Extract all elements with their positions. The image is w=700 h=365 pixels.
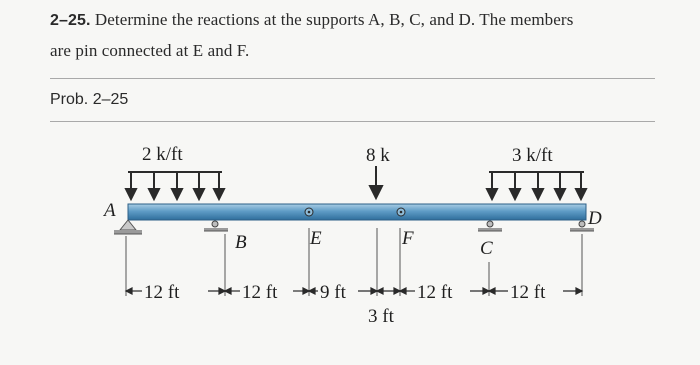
right-udl-arrows xyxy=(487,172,586,199)
label-E: E xyxy=(310,228,322,249)
point-load-label: 8 k xyxy=(366,145,390,166)
left-udl-label: 2 k/ft xyxy=(142,144,183,165)
dimension-AB: 12 ft xyxy=(144,282,180,303)
support-C xyxy=(478,221,502,231)
label-D: D xyxy=(588,208,602,229)
support-A xyxy=(114,220,142,234)
pin-E xyxy=(305,208,313,216)
right-udl-label: 3 k/ft xyxy=(512,145,553,166)
label-F: F xyxy=(402,228,414,249)
point-load-arrow xyxy=(370,166,382,198)
dimension-load-F: 3 ft xyxy=(368,306,394,327)
pin-F xyxy=(397,208,405,216)
label-C: C xyxy=(480,238,493,259)
dimension-E-load: 9 ft xyxy=(320,282,346,303)
dimension-BE: 12 ft xyxy=(242,282,278,303)
problem-number: 2–25. xyxy=(50,12,91,29)
left-udl-arrows xyxy=(126,172,224,199)
problem-text-1: Determine the reactions at the supports A, B, C, and D. The members xyxy=(94,10,574,29)
beam xyxy=(128,204,586,220)
dimension-FC: 12 ft xyxy=(417,282,453,303)
problem-label: Prob. 2–25 xyxy=(50,91,129,108)
problem-line-2: are pin connected at E and F. xyxy=(50,41,250,60)
label-B: B xyxy=(235,232,247,253)
dimension-CD: 12 ft xyxy=(510,282,546,303)
label-A: A xyxy=(104,200,116,221)
support-B xyxy=(204,221,228,231)
